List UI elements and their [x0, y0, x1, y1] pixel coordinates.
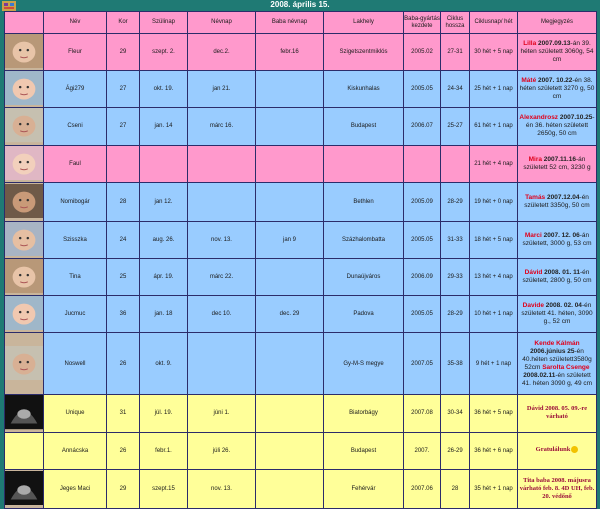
cell-baby-nameday — [256, 333, 324, 395]
note-segment: Dávid 2008. 05. 09.-re várható — [526, 405, 588, 421]
members-table — [4, 11, 597, 509]
table-row — [5, 71, 597, 108]
cell-birthday: jan. 18 — [140, 296, 188, 333]
cell-city: Padova — [324, 296, 404, 333]
note-segment: Alexandrosz — [519, 114, 560, 122]
table-row — [5, 333, 597, 395]
cell-city: Budapest — [324, 432, 404, 469]
cell-cycle-length: 30-34 — [441, 395, 470, 432]
cell-notes — [518, 221, 597, 258]
note-segment: -én született 41. héten, 3090 g., 52 cm — [521, 302, 593, 326]
cell-birthday: júl. 19. — [140, 395, 188, 432]
note-segment: 2008.02.11 — [523, 371, 556, 379]
photo-cell — [5, 34, 44, 71]
cell-start: 2007. — [404, 432, 441, 469]
note-segment: -én született 3350g, 50 cm — [524, 193, 590, 209]
note-segment: 2007.11.16 — [543, 155, 576, 163]
cell-baby-nameday: jan 9 — [256, 221, 324, 258]
cell-age: 29 — [107, 34, 140, 71]
note-segment: -én született 41. héten 3090 g, 49 cm — [521, 371, 593, 387]
cell-start: 2007.06 — [404, 469, 441, 508]
table-row — [5, 34, 597, 71]
note-segment: Dávid — [524, 269, 545, 277]
cell-city: Fehérvár — [324, 469, 404, 508]
cell-nameday: júli 26. — [188, 432, 256, 469]
photo-cell — [5, 221, 44, 258]
header-cycle-day: Ciklusnap/ hét — [470, 12, 518, 34]
photo-cell — [5, 469, 44, 508]
cell-age: 25 — [107, 258, 140, 295]
cell-cycle-day: 19 hét + 0 nap — [470, 182, 518, 221]
note-segment: -án született, 3000 g, 53 cm — [522, 231, 592, 247]
note-segment: Davide — [522, 302, 546, 310]
cell-notes — [518, 182, 597, 221]
cell-cycle-day: 35 hét + 1 nap — [470, 469, 518, 508]
cell-age: 26 — [107, 432, 140, 469]
cell-cycle-day: 25 hét + 1 nap — [470, 71, 518, 108]
cell-cycle-day: 9 hét + 1 nap — [470, 333, 518, 395]
table-row — [5, 182, 597, 221]
photo-cell — [5, 108, 44, 145]
cell-start: 2005.05 — [404, 296, 441, 333]
cell-cycle-day: 36 hét + 6 nap — [470, 432, 518, 469]
cell-start: 2005.05 — [404, 71, 441, 108]
cell-start — [404, 145, 441, 182]
table-row — [5, 145, 597, 182]
table-row — [5, 469, 597, 508]
cell-cycle-length: 25-27 — [441, 108, 470, 145]
note-segment: 2008. 02. 04 — [545, 302, 582, 310]
cell-age — [107, 145, 140, 182]
note-segment: 2006.június 25 — [530, 347, 575, 355]
table-row — [5, 258, 597, 295]
cell-name: Unique — [44, 395, 107, 432]
cell-nameday — [188, 333, 256, 395]
note-segment: Máté — [521, 77, 539, 85]
cell-name: Szisszka — [44, 221, 107, 258]
cell-name: Fleur — [44, 34, 107, 71]
ultrasound-photo — [5, 395, 43, 429]
cell-cycle-day: 36 hét + 5 nap — [470, 395, 518, 432]
note-segment: -én 38. héten született 3270 g, 50 cm — [519, 77, 595, 101]
cell-name: Tina — [44, 258, 107, 295]
cell-birthday: febr.1. — [140, 432, 188, 469]
cell-nameday: nov. 13. — [188, 469, 256, 508]
note-segment: Tita baba 2008. májusra várható feb. 8. 4D UH, feb. 20. védőnő — [519, 476, 595, 500]
cell-city: Biatorbágy — [324, 395, 404, 432]
cell-cycle-length: 24-34 — [441, 71, 470, 108]
cell-birthday: okt. 19. — [140, 71, 188, 108]
cell-city: Dunaújváros — [324, 258, 404, 295]
cell-baby-nameday — [256, 432, 324, 469]
cell-notes — [518, 71, 597, 108]
cell-name: Nomibogár — [44, 182, 107, 221]
cell-cycle-length: 35-38 — [441, 333, 470, 395]
cell-age: 27 — [107, 71, 140, 108]
baby-photo — [5, 222, 43, 256]
table-row — [5, 221, 597, 258]
cell-birthday: szept.15 — [140, 469, 188, 508]
cell-notes — [518, 469, 597, 508]
cell-birthday: ápr. 19. — [140, 258, 188, 295]
cell-cycle-length: 28-29 — [441, 296, 470, 333]
note-segment: Tamás — [525, 193, 547, 201]
cell-city: Gy-M-S megye — [324, 333, 404, 395]
table-row — [5, 296, 597, 333]
note-segment: Mira — [528, 155, 544, 163]
cell-notes — [518, 108, 597, 145]
cell-city: Bethlen — [324, 182, 404, 221]
cell-age: 26 — [107, 333, 140, 395]
cell-baby-nameday — [256, 258, 324, 295]
note-segment: Marci — [524, 231, 544, 239]
note-segment: -án 39. héten született 3060g, 54 cm — [520, 40, 594, 64]
header-notes: Megjegyzés — [518, 12, 597, 34]
note-segment: 2007.10.25 — [559, 114, 593, 122]
cell-start: 2006.09 — [404, 258, 441, 295]
header-photo — [5, 12, 44, 34]
cell-name: Faul — [44, 145, 107, 182]
empty-photo — [5, 433, 43, 467]
header-birthday: Szülinap — [140, 12, 188, 34]
cell-cycle-day: 18 hét + 5 nap — [470, 221, 518, 258]
note-segment: Lilla — [523, 40, 538, 48]
baby-photo — [5, 34, 43, 68]
cell-cycle-length — [441, 145, 470, 182]
cell-cycle-day: 61 hét + 1 nap — [470, 108, 518, 145]
photo-cell — [5, 182, 44, 221]
cell-city: Kiskunhalas — [324, 71, 404, 108]
note-segment: Kende Kálmán — [534, 339, 580, 347]
cell-cycle-day: 10 hét + 1 nap — [470, 296, 518, 333]
header-nameday: Névnap — [188, 12, 256, 34]
page-title: 2008. április 15. — [270, 0, 330, 9]
cell-name: Jeges Maci — [44, 469, 107, 508]
note-segment: 2007. 10.22 — [538, 77, 573, 85]
baby-photo — [5, 146, 43, 180]
cell-notes — [518, 258, 597, 295]
cell-start: 2007.05 — [404, 333, 441, 395]
cell-birthday: aug. 26. — [140, 221, 188, 258]
note-segment: Gratulálunk — [535, 446, 571, 454]
cell-nameday: dec 10. — [188, 296, 256, 333]
cell-start: 2005.05 — [404, 221, 441, 258]
note-segment: 2008. 01. 11 — [544, 269, 580, 277]
cell-name: Jucmuc — [44, 296, 107, 333]
note-segment: 2007.09.13 — [538, 40, 571, 48]
baby-photo — [5, 259, 43, 293]
cell-cycle-length: 28-29 — [441, 182, 470, 221]
header-city: Lakhely — [324, 12, 404, 34]
cell-city: Százhalombatta — [324, 221, 404, 258]
photo-cell — [5, 432, 44, 469]
cell-age: 28 — [107, 182, 140, 221]
cell-cycle-length: 27-31 — [441, 34, 470, 71]
header-baby-nameday: Baba névnap — [256, 12, 324, 34]
cell-start: 2005.02 — [404, 34, 441, 71]
cell-age: 29 — [107, 469, 140, 508]
cell-birthday: jan 12. — [140, 182, 188, 221]
baby-photo — [5, 108, 43, 142]
cell-city: Szigetszentmiklós — [324, 34, 404, 71]
cell-nameday: nov. 13. — [188, 221, 256, 258]
table-row — [5, 432, 597, 469]
cell-start: 2006.07 — [404, 108, 441, 145]
cell-baby-nameday: dec. 29 — [256, 296, 324, 333]
cell-nameday: júni 1. — [188, 395, 256, 432]
cell-baby-nameday: febr.16 — [256, 34, 324, 71]
cell-birthday: szept. 2. — [140, 34, 188, 71]
cell-notes — [518, 432, 597, 469]
photo-cell — [5, 333, 44, 395]
cell-start: 2005.09 — [404, 182, 441, 221]
note-segment: -én született, 2800 g, 50 cm — [522, 269, 592, 285]
cell-cycle-length: 28 — [441, 469, 470, 508]
cell-notes — [518, 333, 597, 395]
cell-birthday: jan. 14 — [140, 108, 188, 145]
photo-cell — [5, 258, 44, 295]
header-name: Név — [44, 12, 107, 34]
cell-nameday — [188, 145, 256, 182]
baby-photo — [5, 184, 43, 218]
baby-photo — [5, 346, 43, 380]
baby-photo — [5, 296, 43, 330]
baby-photo — [5, 71, 43, 105]
cell-name: Noswell — [44, 333, 107, 395]
cell-nameday — [188, 182, 256, 221]
cell-baby-nameday — [256, 145, 324, 182]
cell-city — [324, 145, 404, 182]
cell-cycle-length: 31-33 — [441, 221, 470, 258]
cell-cycle-day: 13 hét + 4 nap — [470, 258, 518, 295]
cell-baby-nameday — [256, 71, 324, 108]
cell-age: 36 — [107, 296, 140, 333]
smiley-icon — [571, 446, 578, 453]
cell-baby-nameday — [256, 395, 324, 432]
note-segment: 2007. 12. 06 — [543, 231, 580, 239]
note-segment: 2007.12.04 — [546, 193, 580, 201]
cell-cycle-day: 21 hét + 4 nap — [470, 145, 518, 182]
table-row — [5, 108, 597, 145]
cell-cycle-length: 26-29 — [441, 432, 470, 469]
note-segment: -én 36. héten született 2650g, 50 cm — [525, 114, 595, 138]
cell-name: Ági279 — [44, 71, 107, 108]
cell-name: Cseni — [44, 108, 107, 145]
cell-notes — [518, 395, 597, 432]
cell-city: Budapest — [324, 108, 404, 145]
cell-cycle-length: 29-33 — [441, 258, 470, 295]
photo-cell — [5, 395, 44, 432]
cell-cycle-day: 30 hét + 5 nap — [470, 34, 518, 71]
header-age: Kor — [107, 12, 140, 34]
cell-nameday: márc 16. — [188, 108, 256, 145]
photo-cell — [5, 145, 44, 182]
cell-baby-nameday — [256, 182, 324, 221]
note-segment: -án született 52 cm, 3230 g — [523, 155, 591, 171]
cell-notes — [518, 34, 597, 71]
cell-baby-nameday — [256, 469, 324, 508]
note-segment: Sarolta Csenge — [542, 363, 590, 371]
cell-name: Annácska — [44, 432, 107, 469]
header-cycle-length: Ciklus hossza — [441, 12, 470, 34]
photo-cell — [5, 71, 44, 108]
cell-start: 2007.08 — [404, 395, 441, 432]
cell-age: 24 — [107, 221, 140, 258]
cell-age: 31 — [107, 395, 140, 432]
note-segment: -én 40.héten született3580g 52cm — [522, 347, 592, 371]
cell-birthday — [140, 145, 188, 182]
header-row — [5, 12, 597, 34]
cell-notes — [518, 145, 597, 182]
header-start: Baba-gyártás kezdete — [404, 12, 441, 34]
cell-baby-nameday — [256, 108, 324, 145]
cell-notes — [518, 296, 597, 333]
cell-nameday: dec.2. — [188, 34, 256, 71]
table-row — [5, 395, 597, 432]
cell-birthday: okt. 9. — [140, 333, 188, 395]
cell-age: 27 — [107, 108, 140, 145]
photo-cell — [5, 296, 44, 333]
cell-nameday: jan 21. — [188, 71, 256, 108]
cell-nameday: márc 22. — [188, 258, 256, 295]
